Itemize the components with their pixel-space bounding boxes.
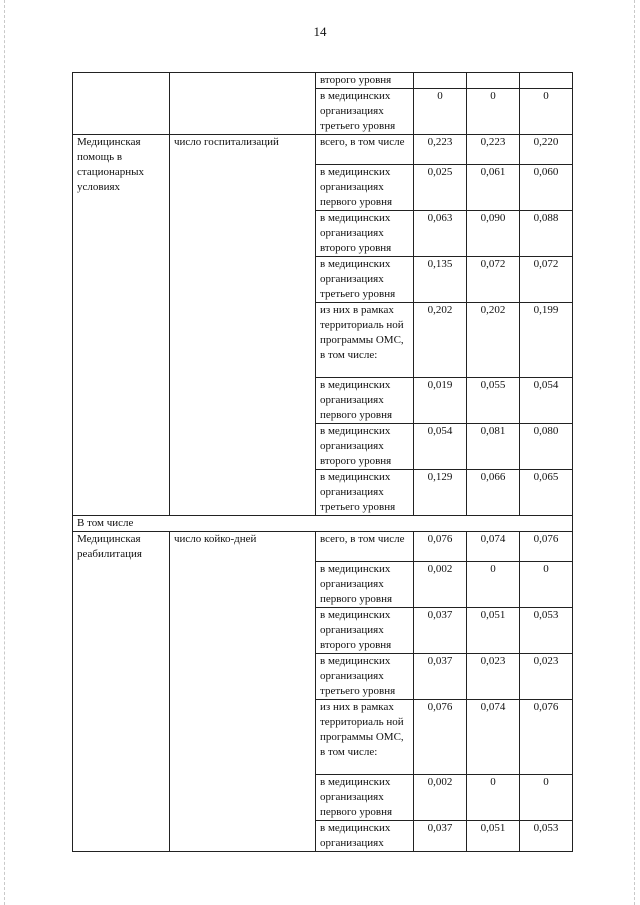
- subcategory-cell: из них в рамках территориаль ной программы ОМС, в том числе:: [316, 303, 414, 378]
- value-cell: 0,053: [520, 821, 573, 852]
- value-cell: 0,202: [414, 303, 467, 378]
- value-cell: 0,063: [414, 211, 467, 257]
- unit-cell: число койко-дней: [170, 532, 316, 852]
- value-cell: 0: [520, 775, 573, 821]
- scan-edge-right: [634, 0, 636, 905]
- table-row: [73, 135, 573, 165]
- page-number: 14: [313, 24, 327, 39]
- subcategory-cell: в медицинских организациях второго уровня: [316, 424, 414, 470]
- value-cell: 0,199: [520, 303, 573, 378]
- value-cell: 0,054: [520, 378, 573, 424]
- subcategory-cell: в медицинских организациях: [316, 821, 414, 852]
- value-cell: 0,076: [520, 700, 573, 775]
- value-cell: 0,076: [414, 700, 467, 775]
- value-cell: 0,202: [467, 303, 520, 378]
- value-cell: 0,061: [467, 165, 520, 211]
- value-cell: 0,060: [520, 165, 573, 211]
- value-cell: 0,065: [520, 470, 573, 516]
- value-cell: 0,081: [467, 424, 520, 470]
- value-cell: 0: [520, 562, 573, 608]
- value-cell: 0,051: [467, 608, 520, 654]
- continued-category-cell: [73, 73, 170, 135]
- value-cell: 0,076: [414, 532, 467, 562]
- subcategory-cell: всего, в том числе: [316, 135, 414, 165]
- value-cell: 0,023: [520, 654, 573, 700]
- subcategory-cell: в медицинских организациях первого уровня: [316, 562, 414, 608]
- subcategory-cell: в медицинских организациях первого уровня: [316, 378, 414, 424]
- value-cell: 0,037: [414, 654, 467, 700]
- subcategory-cell: в медицинских организациях третьего уровня: [316, 654, 414, 700]
- value-cell: 0,223: [414, 135, 467, 165]
- value-cell: 0,037: [414, 608, 467, 654]
- unit-cell: число госпитализаций: [170, 135, 316, 516]
- table-row: [73, 532, 573, 562]
- value-cell: 0,019: [414, 378, 467, 424]
- value-cell: 0,055: [467, 378, 520, 424]
- value-cell: 0,135: [414, 257, 467, 303]
- value-cell: 0,066: [467, 470, 520, 516]
- including-label-cell: В том числе: [73, 516, 573, 532]
- value-cell: [414, 73, 467, 89]
- value-cell: 0,072: [520, 257, 573, 303]
- subcategory-cell: в медицинских организациях первого уровня: [316, 165, 414, 211]
- category-cell: Медицинская помощь в стационарных условиях: [73, 135, 170, 516]
- value-cell: 0,088: [520, 211, 573, 257]
- value-cell: 0,002: [414, 775, 467, 821]
- value-cell: 0: [467, 89, 520, 135]
- value-cell: [520, 73, 573, 89]
- value-cell: 0,054: [414, 424, 467, 470]
- value-cell: 0,223: [467, 135, 520, 165]
- value-cell: 0,051: [467, 821, 520, 852]
- value-cell: 0,023: [467, 654, 520, 700]
- value-cell: 0,074: [467, 532, 520, 562]
- subcategory-cell: в медицинских организациях третьего уровня: [316, 257, 414, 303]
- value-cell: 0,080: [520, 424, 573, 470]
- value-cell: 0,220: [520, 135, 573, 165]
- subcategory-cell: в медицинских организациях второго уровня: [316, 608, 414, 654]
- value-cell: 0,076: [520, 532, 573, 562]
- value-cell: 0,074: [467, 700, 520, 775]
- subcategory-cell: в медицинских организациях третьего уровня: [316, 470, 414, 516]
- subcategory-cell: в медицинских организациях третьего уровня: [316, 89, 414, 135]
- scan-edge-left: [4, 0, 6, 905]
- subcategory-cell: всего, в том числе: [316, 532, 414, 562]
- value-cell: 0,072: [467, 257, 520, 303]
- value-cell: 0,090: [467, 211, 520, 257]
- category-cell: Медицинская реабилитация: [73, 532, 170, 852]
- value-cell: 0,037: [414, 821, 467, 852]
- subcategory-cell: из них в рамках территориаль ной программы ОМС, в том числе:: [316, 700, 414, 775]
- value-cell: 0: [414, 89, 467, 135]
- value-cell: 0,129: [414, 470, 467, 516]
- table-row: [73, 73, 573, 89]
- indicators-table: [72, 72, 573, 852]
- value-cell: 0: [467, 562, 520, 608]
- subcategory-cell: в медицинских организациях первого уровня: [316, 775, 414, 821]
- subcategory-cell: второго уровня: [316, 73, 414, 89]
- value-cell: 0: [467, 775, 520, 821]
- value-cell: 0,025: [414, 165, 467, 211]
- value-cell: 0,002: [414, 562, 467, 608]
- continued-unit-cell: [170, 73, 316, 135]
- value-cell: 0,053: [520, 608, 573, 654]
- table-row: [73, 516, 573, 532]
- subcategory-cell: в медицинских организациях второго уровня: [316, 211, 414, 257]
- value-cell: [467, 73, 520, 89]
- value-cell: 0: [520, 89, 573, 135]
